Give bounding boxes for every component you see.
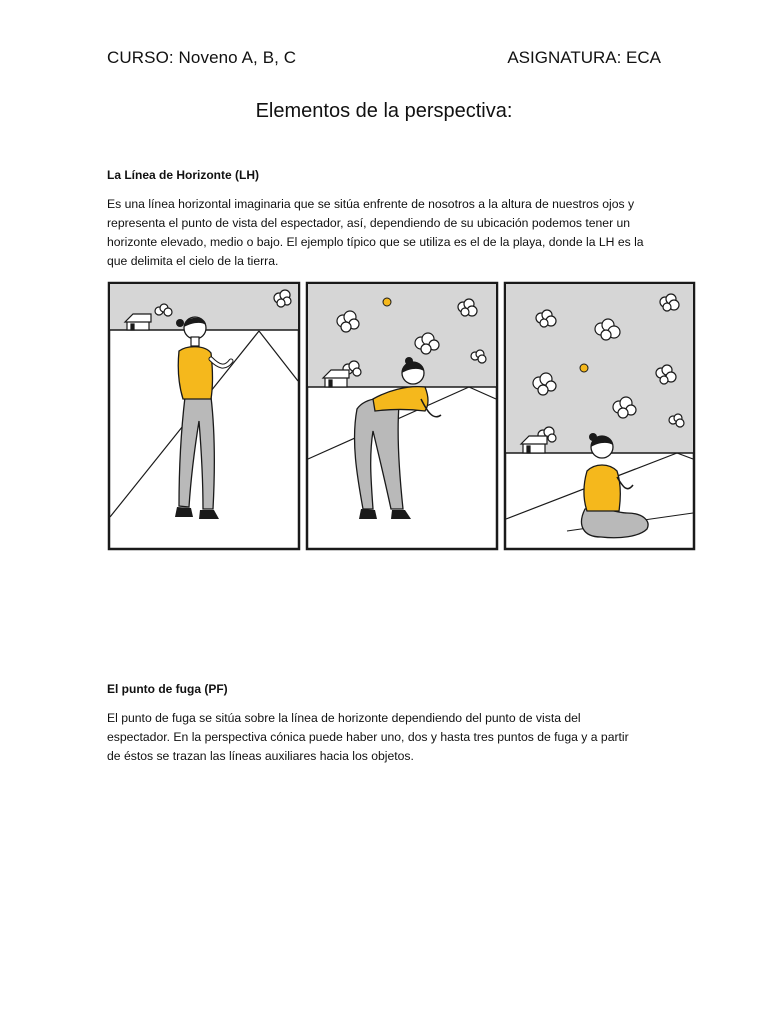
paragraph-line: de éstos se trazan las líneas auxiliares hacia los objetos.	[107, 749, 414, 763]
paragraph-line: que delimita el cielo de la tierra.	[107, 254, 279, 268]
subject-label: ASIGNATURA: ECA	[507, 48, 661, 67]
course-label: CURSO: Noveno A, B, C	[107, 48, 297, 67]
page-title: Elementos de la perspectiva:	[255, 100, 513, 122]
panel-high-horizon	[109, 283, 299, 549]
paragraph-line: horizonte elevado, medio o bajo. El ejemplo típico que se utiliza es el de la playa, donde la LH es la	[107, 235, 644, 249]
panel-low-horizon	[505, 283, 694, 549]
paragraph-line: espectador. En la perspectiva cónica puede haber uno, dos y hasta tres puntos de fuga y a partir	[107, 730, 629, 744]
section-heading-vanishing-point: El punto de fuga (PF)	[107, 682, 228, 696]
section-heading-horizon-line: La Línea de Horizonte (LH)	[107, 168, 260, 182]
panel-medium-horizon	[307, 283, 497, 549]
paragraph-horizon-line	[107, 195, 667, 271]
paragraph-line: representa el punto de vista del espectador, así, dependiendo de su ubicación podemos tener un	[107, 216, 631, 230]
paragraph-line: El punto de fuga se sitúa sobre la línea de horizonte dependiendo del punto de vista del	[107, 711, 581, 725]
paragraph-vanishing-point	[107, 709, 667, 766]
paragraph-line: Es una línea horizontal imaginaria que se sitúa enfrente de nosotros a la altura de nuestros ojos y	[107, 197, 635, 211]
horizon-line-illustration	[107, 281, 696, 552]
